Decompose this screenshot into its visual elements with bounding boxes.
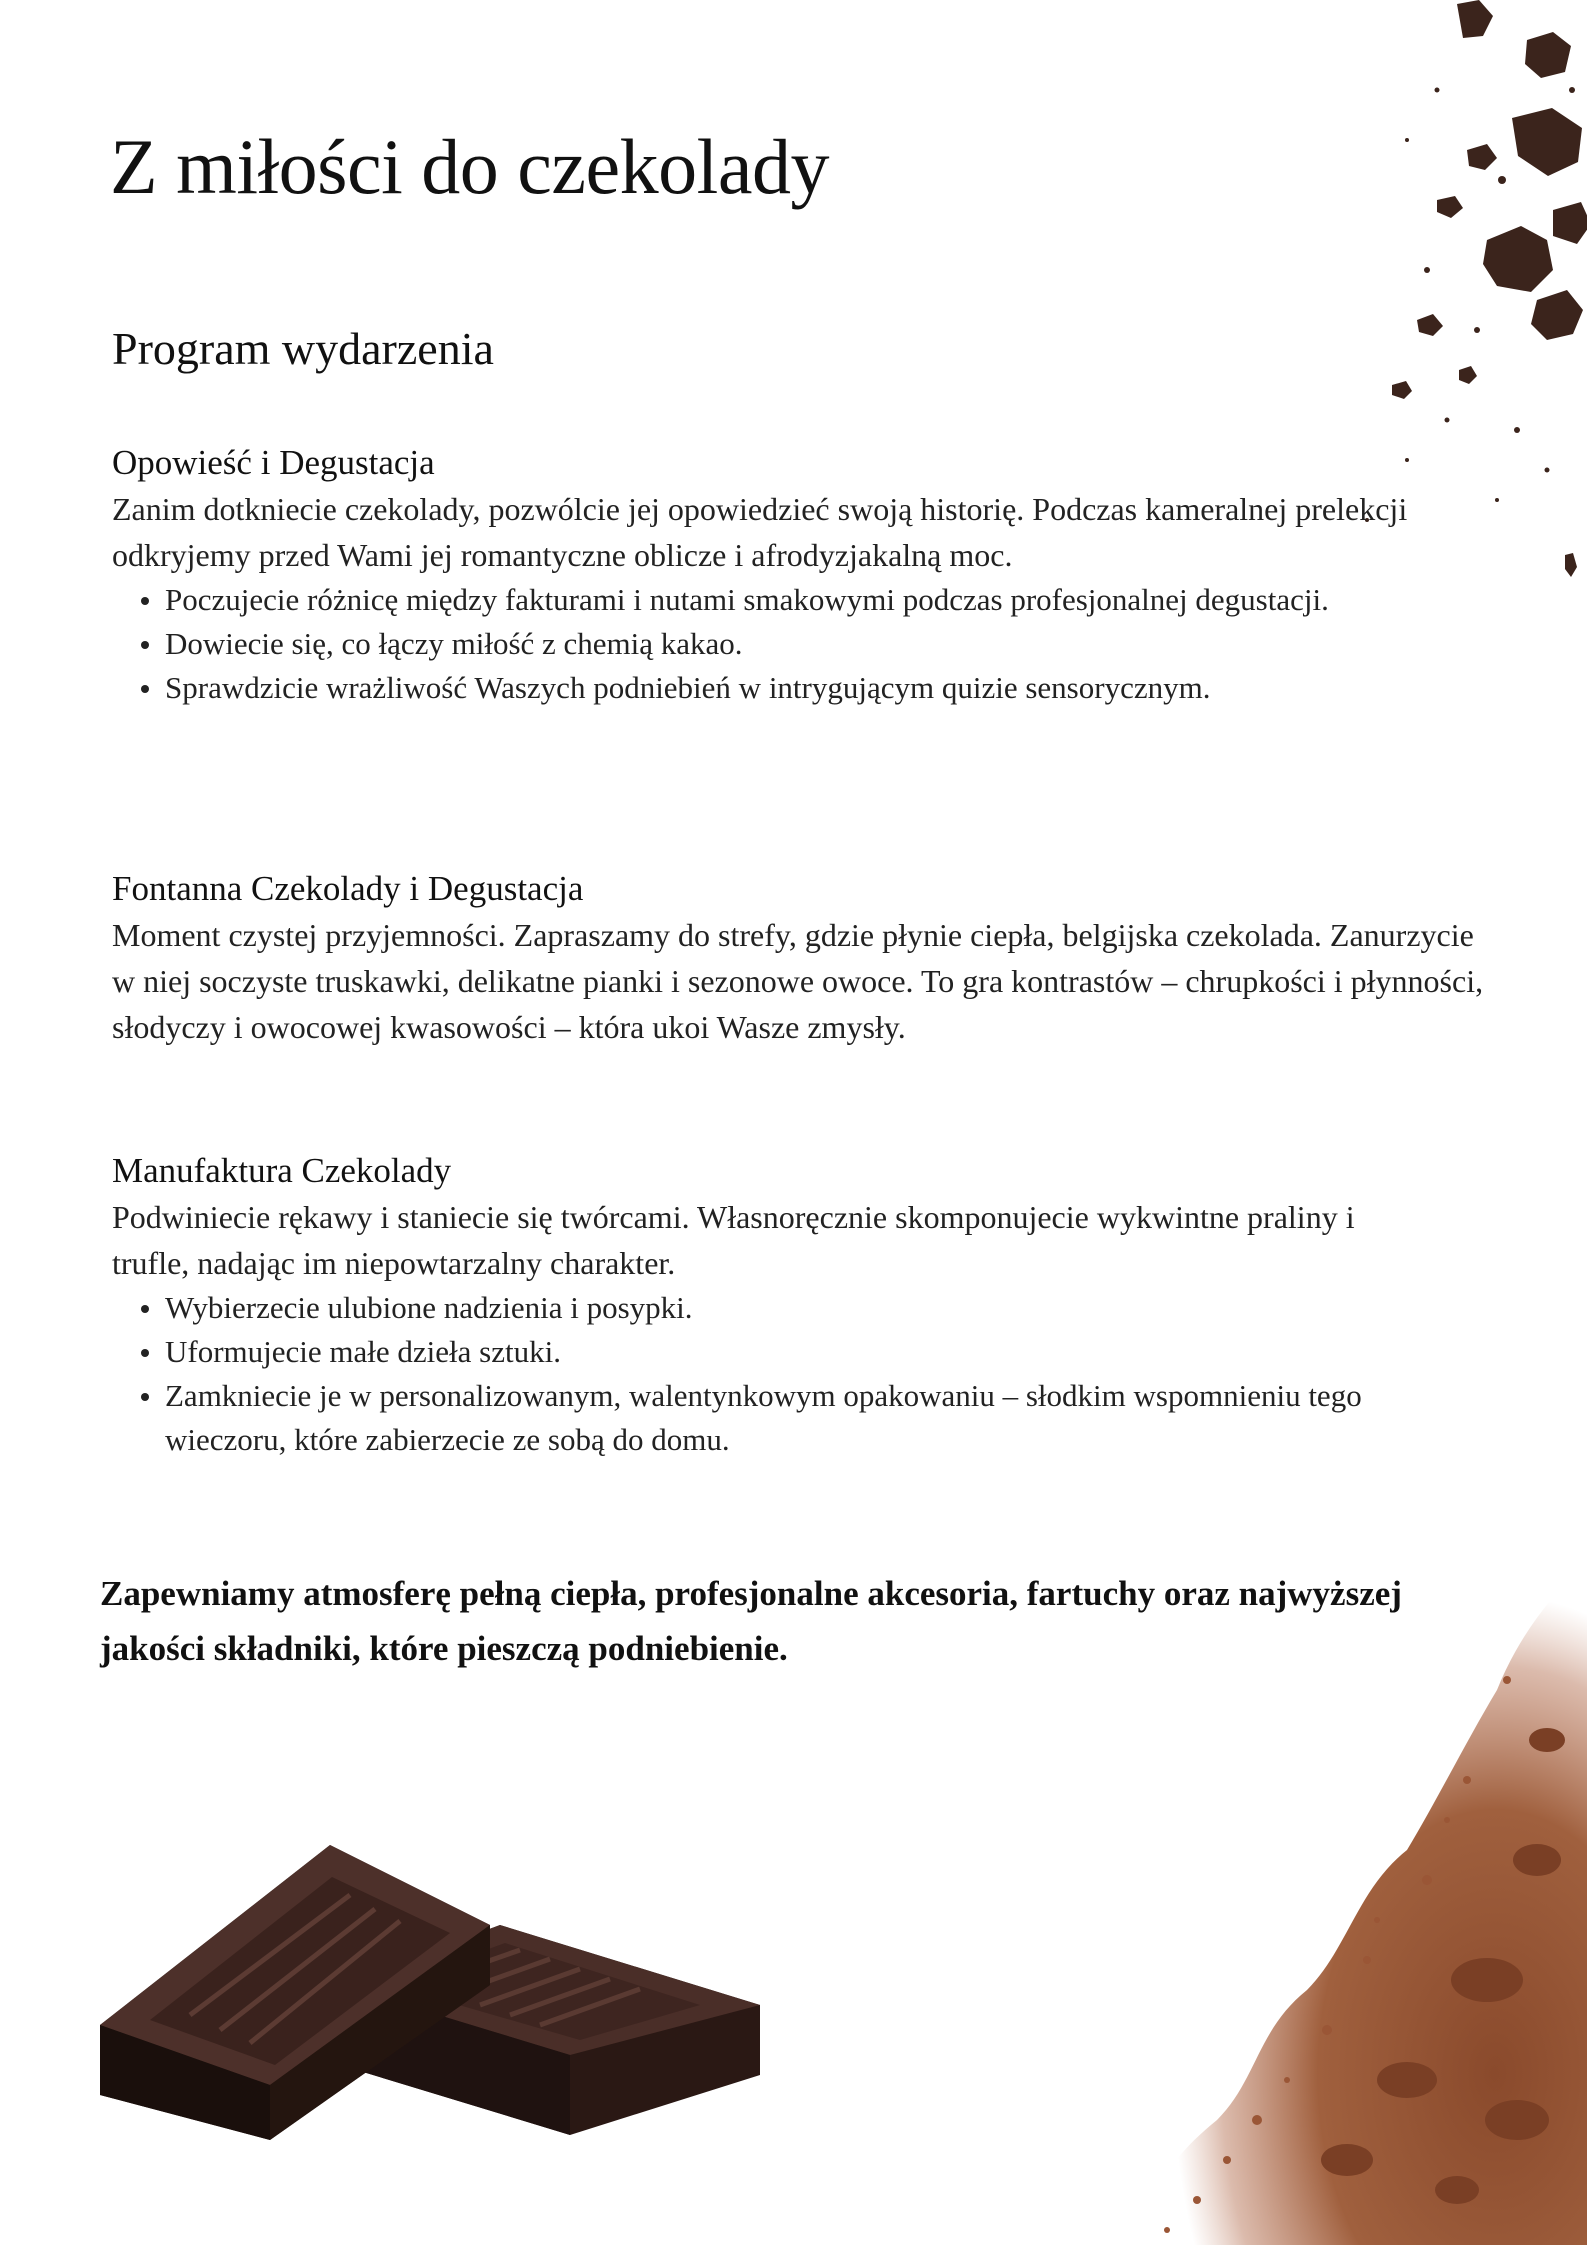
section-intro: Moment czystej przyjemności. Zapraszamy do strefy, gdzie płynie ciepła, belgijska czekolada. Zanurzycie w niej soczyste truskawki, delikatne pianki i sezonowe owoce. To gra kontrastów – chrupkości i płynności, słodyczy i owocowej kwasowości – która ukoi Wasze zmysły. <box>112 917 1484 1045</box>
program-section-manufactory <box>112 1148 1492 1462</box>
list-item: Dowiecie się, co łączy miłość z chemią kakao. <box>165 622 1492 666</box>
section-heading: Fontanna Czekolady i Degustacja <box>112 869 584 908</box>
list-item: Poczujecie różnicę między fakturami i nutami smakowymi podczas profesjonalnej degustacji. <box>165 578 1492 622</box>
list-item: Zamkniecie je w personalizowanym, walentynkowym opakowaniu – słodkim wspomnieniu tego wieczoru, które zabierzecie ze sobą do domu. <box>165 1374 1365 1462</box>
list-item: Wybierzecie ulubione nadzienia i posypki. <box>165 1286 1365 1330</box>
section-intro: Podwiniecie rękawy i staniecie się twórcami. Własnoręcznie skomponujecie wykwintne praliny i trufle, nadając im niepowtarzalny charakter. <box>112 1199 1355 1281</box>
program-section-fountain <box>112 866 1492 1050</box>
bullet-list <box>112 578 1492 710</box>
section-heading: Manufaktura Czekolady <box>112 1151 452 1190</box>
section-intro: Zanim dotkniecie czekolady, pozwólcie jej opowiedzieć swoją historię. Podczas kameralnej prelekcji odkryjemy przed Wami jej romantyczne oblicze i afrodyzjakalną moc. <box>112 491 1408 573</box>
section-heading: Opowieść i Degustacja <box>112 443 435 482</box>
closing-statement: Zapewniamy atmosferę pełną ciepła, profesjonalne akcesoria, fartuchy oraz najwyższej jakości składniki, które pieszczą podniebienie. <box>100 1574 1402 1668</box>
list-item: Uformujecie małe dzieła sztuki. <box>165 1330 1365 1374</box>
list-item: Sprawdzicie wrażliwość Waszych podniebień w intrygującym quizie sensorycznym. <box>165 666 1492 710</box>
bullet-list <box>112 1286 1365 1462</box>
chocolate-pieces-icon <box>100 1835 780 2145</box>
page-title: Z miłości do czekolady <box>110 123 829 210</box>
program-heading: Program wydarzenia <box>112 323 494 374</box>
program-section-storytelling <box>112 440 1492 710</box>
